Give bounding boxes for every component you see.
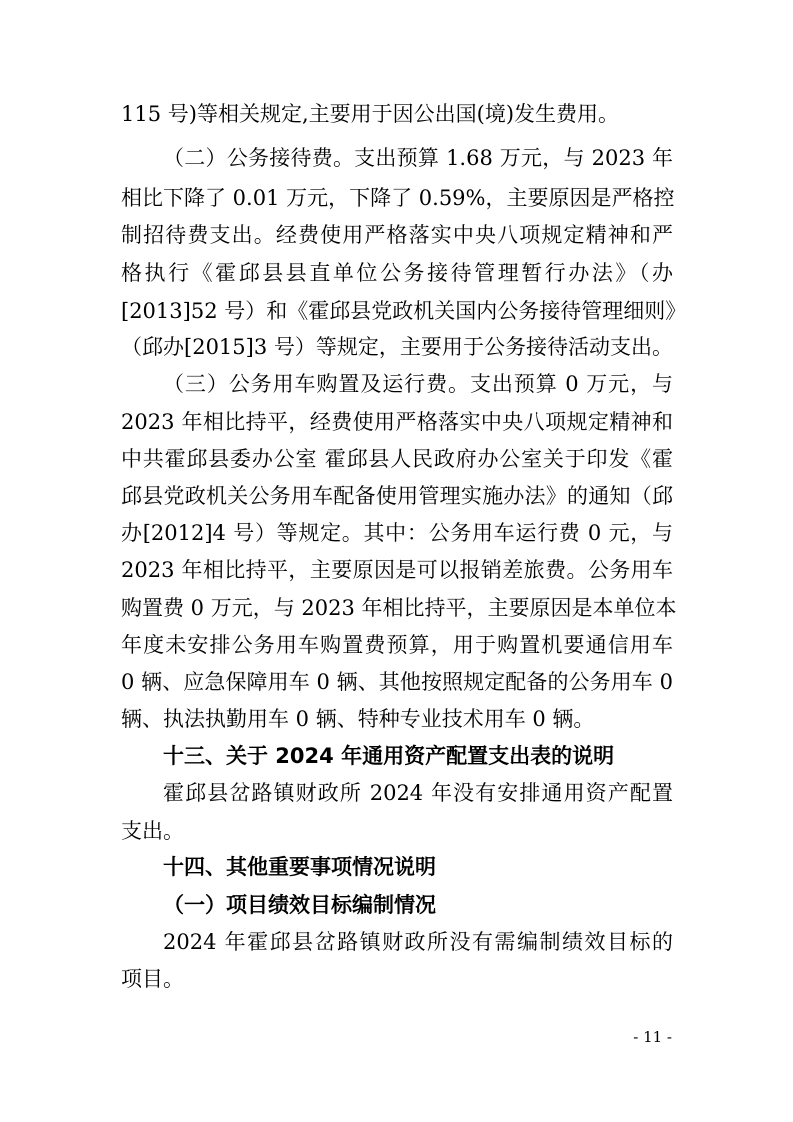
paragraph-line: 购置费 0 万元，与 2023 年相比持平，主要原因是本单位本 bbox=[121, 596, 677, 620]
paragraph-line: （二）公务接待费。支出预算 1.68 万元，与 2023 年 bbox=[163, 146, 673, 170]
paragraph-line: 0 辆、应急保障用车 0 辆、其他按照规定配备的公务用车 0 bbox=[121, 670, 673, 694]
paragraph-line: 办[2012]4 号）等规定。其中：公务用车运行费 0 元，与 bbox=[121, 521, 673, 545]
paragraph-line: 霍邱县岔路镇财政所 2024 年没有安排通用资产配置 bbox=[163, 781, 673, 805]
paragraph-line: 2023 年相比持平，经费使用严格落实中央八项规定精神和 bbox=[121, 410, 673, 434]
paragraph-line: 邱县党政机关公务用车配备使用管理实施办法》的通知（邱 bbox=[121, 484, 673, 508]
paragraph-line: 115 号)等相关规定,主要用于因公出国(境)发生费用。 bbox=[121, 102, 620, 126]
paragraph-line: （三）公务用车购置及运行费。支出预算 0 万元，与 bbox=[163, 372, 673, 396]
section-heading: 十三、关于 2024 年通用资产配置支出表的说明 bbox=[163, 744, 615, 768]
section-heading: 十四、其他重要事项情况说明 bbox=[163, 855, 436, 879]
paragraph-line: 制招待费支出。经费使用严格落实中央八项规定精神和严 bbox=[121, 223, 673, 247]
page-number: - 11 - bbox=[633, 1028, 672, 1046]
paragraph-line: 中共霍邱县委办公室 霍邱县人民政府办公室关于印发《霍 bbox=[121, 447, 673, 471]
paragraph-line: 格执行《霍邱县县直单位公务接待管理暂行办法》（办 bbox=[121, 261, 673, 285]
paragraph-line: [2013]52 号）和《霍邱县党政机关国内公务接待管理细则》 bbox=[121, 299, 687, 323]
paragraph-line: 项目。 bbox=[121, 967, 184, 991]
paragraph-line: 辆、执法执勤用车 0 辆、特种专业技术用车 0 辆。 bbox=[121, 707, 595, 731]
paragraph-line: 年度未安排公务用车购置费预算，用于购置机要通信用车 bbox=[121, 633, 673, 657]
paragraph-line: 相比下降了 0.01 万元，下降了 0.59%，主要原因是严格控 bbox=[121, 186, 675, 210]
subsection-heading: （一）项目绩效目标编制情况 bbox=[163, 893, 436, 917]
paragraph-line: 2023 年相比持平，主要原因是可以报销差旅费。公务用车 bbox=[121, 558, 673, 582]
paragraph-line: （邱办[2015]3 号）等规定，主要用于公务接待活动支出。 bbox=[121, 335, 673, 359]
paragraph-line: 2024 年霍邱县岔路镇财政所没有需编制绩效目标的 bbox=[163, 930, 673, 954]
paragraph-line: 支出。 bbox=[121, 819, 184, 843]
